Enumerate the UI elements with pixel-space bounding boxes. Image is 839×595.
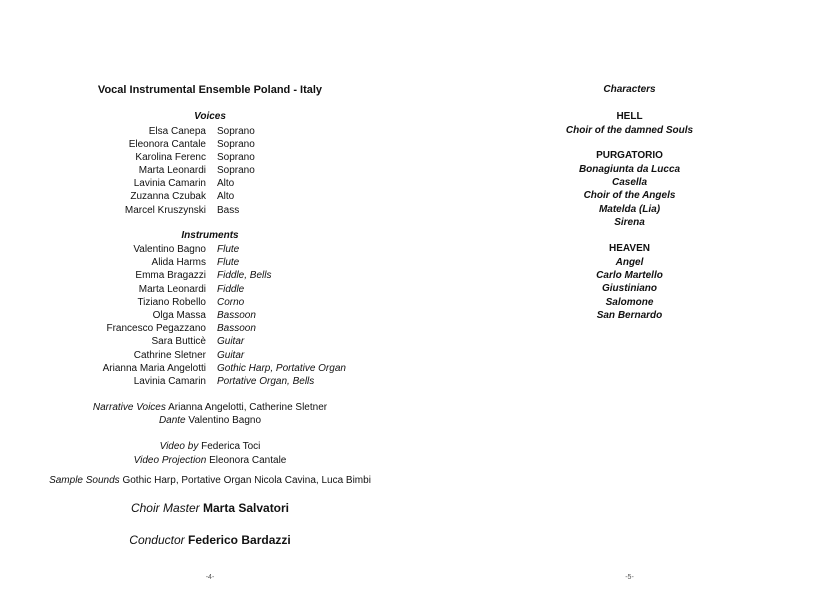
performer-name: Arianna Maria Angelotti bbox=[102, 362, 206, 374]
character-name: Sirena bbox=[614, 216, 645, 228]
performer-role: Alto bbox=[217, 191, 235, 203]
roster-row bbox=[0, 283, 420, 296]
performer-role: Gothic Harp, Portative Organ bbox=[217, 362, 346, 374]
performer-role: Fiddle, Bells bbox=[217, 270, 272, 282]
sample-sounds-label: Sample Sounds bbox=[49, 475, 120, 486]
performer-name: Eleonora Cantale bbox=[128, 138, 206, 150]
conductor-label: Conductor bbox=[129, 533, 185, 547]
character-name: Salomone bbox=[605, 296, 654, 308]
roster-row bbox=[0, 296, 420, 309]
performer-role: Bassoon bbox=[217, 323, 256, 335]
roster-row bbox=[0, 151, 420, 164]
performer-role: Soprano bbox=[217, 165, 255, 177]
video-credit bbox=[0, 441, 420, 452]
performer-role: Bass bbox=[217, 204, 240, 216]
performer-role: Soprano bbox=[217, 138, 255, 150]
choir-master-credit bbox=[0, 501, 420, 515]
right-page bbox=[420, 0, 839, 595]
performer-name: Marta Leonardi bbox=[138, 283, 206, 295]
hell-list bbox=[420, 124, 839, 137]
performer-name: Marcel Kruszynski bbox=[124, 204, 206, 216]
character-name: Bonagiunta da Lucca bbox=[578, 164, 681, 175]
purgatorio-heading: PURGATORIO bbox=[596, 150, 663, 161]
performer-name: Olga Massa bbox=[152, 309, 206, 321]
hell-heading: HELL bbox=[616, 111, 643, 122]
roster-row bbox=[0, 190, 420, 203]
performer-role: Guitar bbox=[217, 336, 245, 348]
roster-row bbox=[0, 375, 420, 388]
performer-role: Flute bbox=[217, 244, 240, 255]
performer-name: Valentino Bagno bbox=[133, 244, 206, 255]
performer-name: Emma Bragazzi bbox=[135, 270, 206, 282]
performer-name: Tiziano Robello bbox=[137, 296, 206, 308]
performer-role: Portative Organ, Bells bbox=[217, 375, 315, 387]
choir-master-value: Marta Salvatori bbox=[202, 501, 290, 515]
performer-name: Zuzanna Czubak bbox=[130, 191, 206, 203]
roster-row bbox=[0, 164, 420, 177]
video-projection-credit bbox=[0, 455, 420, 466]
video-value: Federica Toci bbox=[201, 441, 261, 452]
conductor-credit bbox=[0, 533, 420, 547]
choir-master-label: Choir Master bbox=[130, 501, 200, 515]
character-name: San Bernardo bbox=[596, 309, 663, 321]
performer-name: Sara Butticè bbox=[151, 336, 206, 348]
performer-name: Lavinia Camarin bbox=[133, 375, 206, 387]
voices-list bbox=[0, 125, 420, 217]
dante-value: Valentino Bagno bbox=[188, 415, 262, 426]
sample-sounds-credit bbox=[0, 475, 420, 486]
roster-row bbox=[0, 362, 420, 375]
page-number-right: -5- bbox=[625, 574, 634, 581]
characters-heading: Characters bbox=[603, 84, 656, 95]
roster-row bbox=[0, 309, 420, 322]
roster-row bbox=[0, 335, 420, 348]
instruments-heading: Instruments bbox=[181, 230, 239, 241]
performer-role: Bassoon bbox=[217, 309, 256, 321]
heaven-list bbox=[420, 256, 839, 322]
performer-role: Soprano bbox=[217, 151, 255, 163]
roster-row bbox=[0, 204, 420, 217]
purgatorio-list bbox=[420, 163, 839, 229]
roster-row bbox=[0, 269, 420, 282]
narrative-voices-value: Arianna Angelotti, Catherine Sletner bbox=[168, 402, 328, 413]
performer-name: Lavinia Camarin bbox=[133, 178, 206, 190]
video-projection-label: Video Projection bbox=[133, 455, 207, 466]
dante-label: Dante bbox=[158, 415, 186, 426]
roster-row bbox=[0, 349, 420, 362]
character-name: Choir of the Angels bbox=[583, 190, 676, 202]
instruments-list bbox=[0, 243, 420, 388]
performer-role: Corno bbox=[217, 296, 245, 308]
character-name: Giustiniano bbox=[602, 283, 657, 295]
roster-row bbox=[0, 138, 420, 151]
performer-name: Elsa Canepa bbox=[148, 125, 206, 137]
performer-role: Soprano bbox=[217, 125, 255, 137]
conductor-value: Federico Bardazzi bbox=[188, 533, 291, 547]
performer-role: Alto bbox=[217, 178, 235, 190]
character-name: Casella bbox=[611, 177, 648, 189]
narrative-voices-label: Narrative Voices bbox=[92, 402, 166, 413]
ensemble-title: Vocal Instrumental Ensemble Poland - Italy bbox=[97, 84, 323, 96]
video-projection-value: Eleonora Cantale bbox=[209, 455, 287, 466]
performer-name: Marta Leonardi bbox=[138, 165, 206, 177]
performer-role: Guitar bbox=[217, 349, 245, 361]
performer-role: Fiddle bbox=[217, 283, 245, 295]
heaven-heading: HEAVEN bbox=[609, 243, 650, 254]
performer-name: Alida Harms bbox=[151, 257, 206, 269]
video-label: Video by bbox=[159, 441, 199, 452]
page-number-left: -4- bbox=[205, 574, 215, 581]
voices-heading: Voices bbox=[194, 111, 226, 122]
dante-credit bbox=[0, 415, 420, 426]
performer-name: Francesco Pegazzano bbox=[106, 323, 206, 335]
character-name: Carlo Martello bbox=[596, 270, 663, 282]
roster-row bbox=[0, 177, 420, 190]
roster-row bbox=[0, 322, 420, 335]
roster-row bbox=[0, 125, 420, 138]
character-name: Choir of the damned Souls bbox=[565, 125, 694, 136]
character-name: Angel bbox=[615, 257, 644, 268]
character-name: Matelda (Lia) bbox=[598, 203, 661, 215]
performer-name: Cathrine Sletner bbox=[133, 349, 206, 361]
performer-name: Karolina Ferenc bbox=[135, 151, 206, 163]
narrative-voices-credit bbox=[0, 402, 420, 413]
sample-sounds-value: Gothic Harp, Portative Organ Nicola Cavina, Luca Bimbi bbox=[122, 475, 371, 486]
roster-row bbox=[0, 256, 420, 269]
performer-role: Flute bbox=[217, 257, 240, 269]
roster-row bbox=[0, 243, 420, 256]
